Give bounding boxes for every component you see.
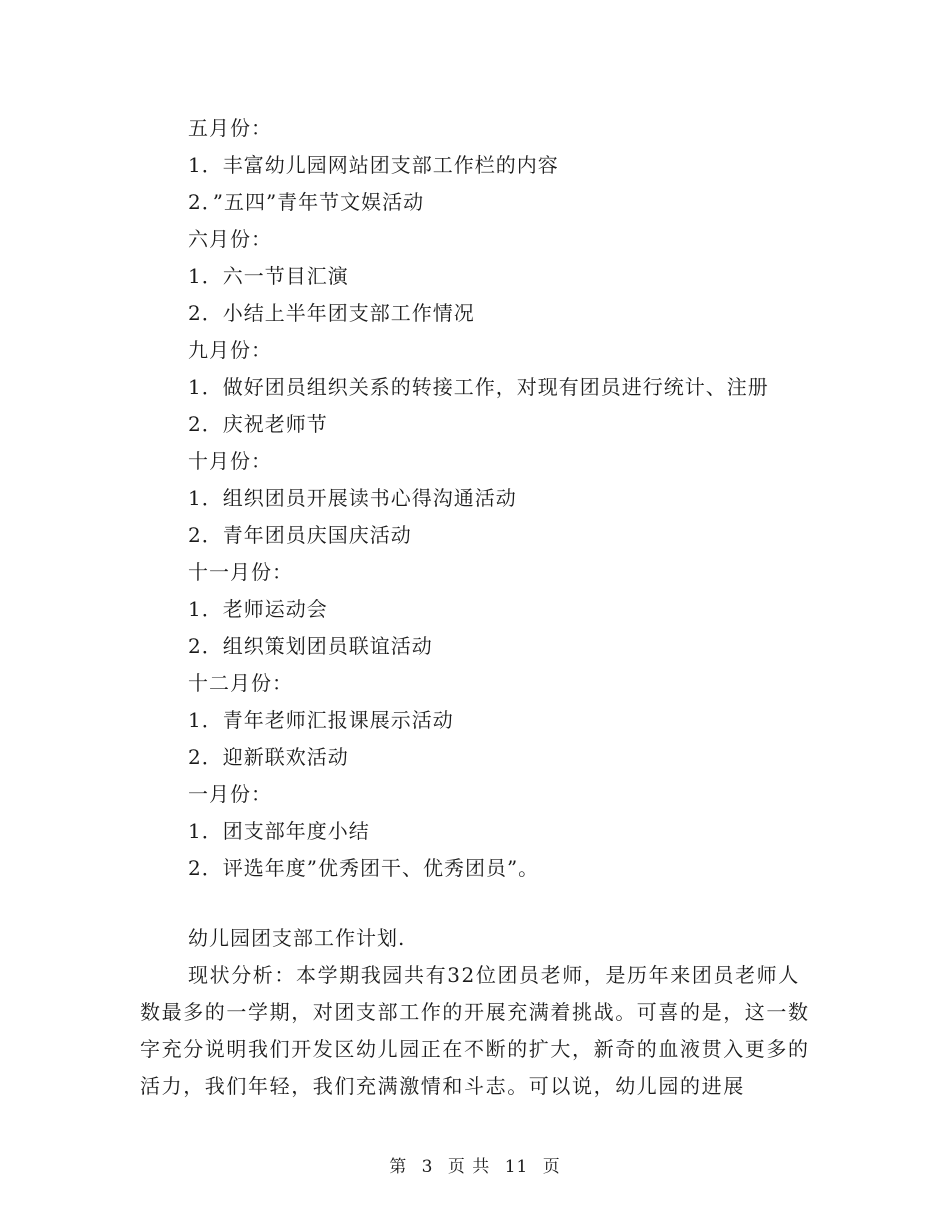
plan-line: 1．团支部年度小结 bbox=[188, 819, 370, 843]
plan-line: 2．青年团员庆国庆活动 bbox=[188, 523, 412, 547]
plan-line: 2．小结上半年团支部工作情况 bbox=[188, 301, 475, 325]
plan-line: 十一月份： bbox=[188, 560, 293, 584]
plan-line: 十月份： bbox=[188, 449, 272, 473]
footer-middle: 页 共 bbox=[447, 1157, 491, 1177]
situation-paragraph: 现状分析：本学期我园共有32位团员老师，是历年来团员老师人数最多的一学期，对团支部工作的开展充满着挑战。可喜的是，这一数字充分说明我们开发区幼儿园正在不断的扩大，新奇的血液贯入更多的活力，我们年轻，我们充满激情和斗志。可以说，幼儿园的进展 bbox=[140, 963, 810, 1098]
plan-line: 1．丰富幼儿园网站团支部工作栏的内容 bbox=[188, 153, 559, 177]
plan-line: 1．做好团员组织关系的转接工作，对现有团员进行统计、注册 bbox=[188, 375, 769, 399]
current-page-number: 3 bbox=[421, 1157, 434, 1177]
plan-line: 2．”五四”青年节文娱活动 bbox=[188, 190, 425, 214]
page-footer bbox=[0, 1152, 950, 1177]
footer-prefix: 第 bbox=[389, 1157, 408, 1177]
footer-suffix: 页 bbox=[542, 1157, 561, 1177]
plan-line: 1．六一节目汇演 bbox=[188, 264, 349, 288]
plan-line: 五月份： bbox=[188, 116, 272, 140]
plan-line: 1．老师运动会 bbox=[188, 597, 328, 621]
plan-line: 2．迎新联欢活动 bbox=[188, 745, 349, 769]
plan-line: 2．庆祝老师节 bbox=[188, 412, 328, 436]
plan-line: 1．青年老师汇报课展示活动 bbox=[188, 708, 454, 732]
monthly-plan-list bbox=[188, 110, 828, 887]
section-title: 幼儿园团支部工作计划. bbox=[188, 926, 406, 950]
plan-line: 十二月份： bbox=[188, 671, 293, 695]
plan-line: 一月份： bbox=[188, 782, 272, 806]
plan-line: 九月份： bbox=[188, 338, 272, 362]
plan-line: 2．评选年度”优秀团干、优秀团员”。 bbox=[188, 856, 540, 880]
plan-line: 2．组织策划团员联谊活动 bbox=[188, 634, 433, 658]
plan-line: 1．组织团员开展读书心得沟通活动 bbox=[188, 486, 517, 510]
total-page-count: 11 bbox=[504, 1157, 529, 1177]
work-plan-section bbox=[140, 920, 820, 1105]
plan-line: 六月份： bbox=[188, 227, 272, 251]
